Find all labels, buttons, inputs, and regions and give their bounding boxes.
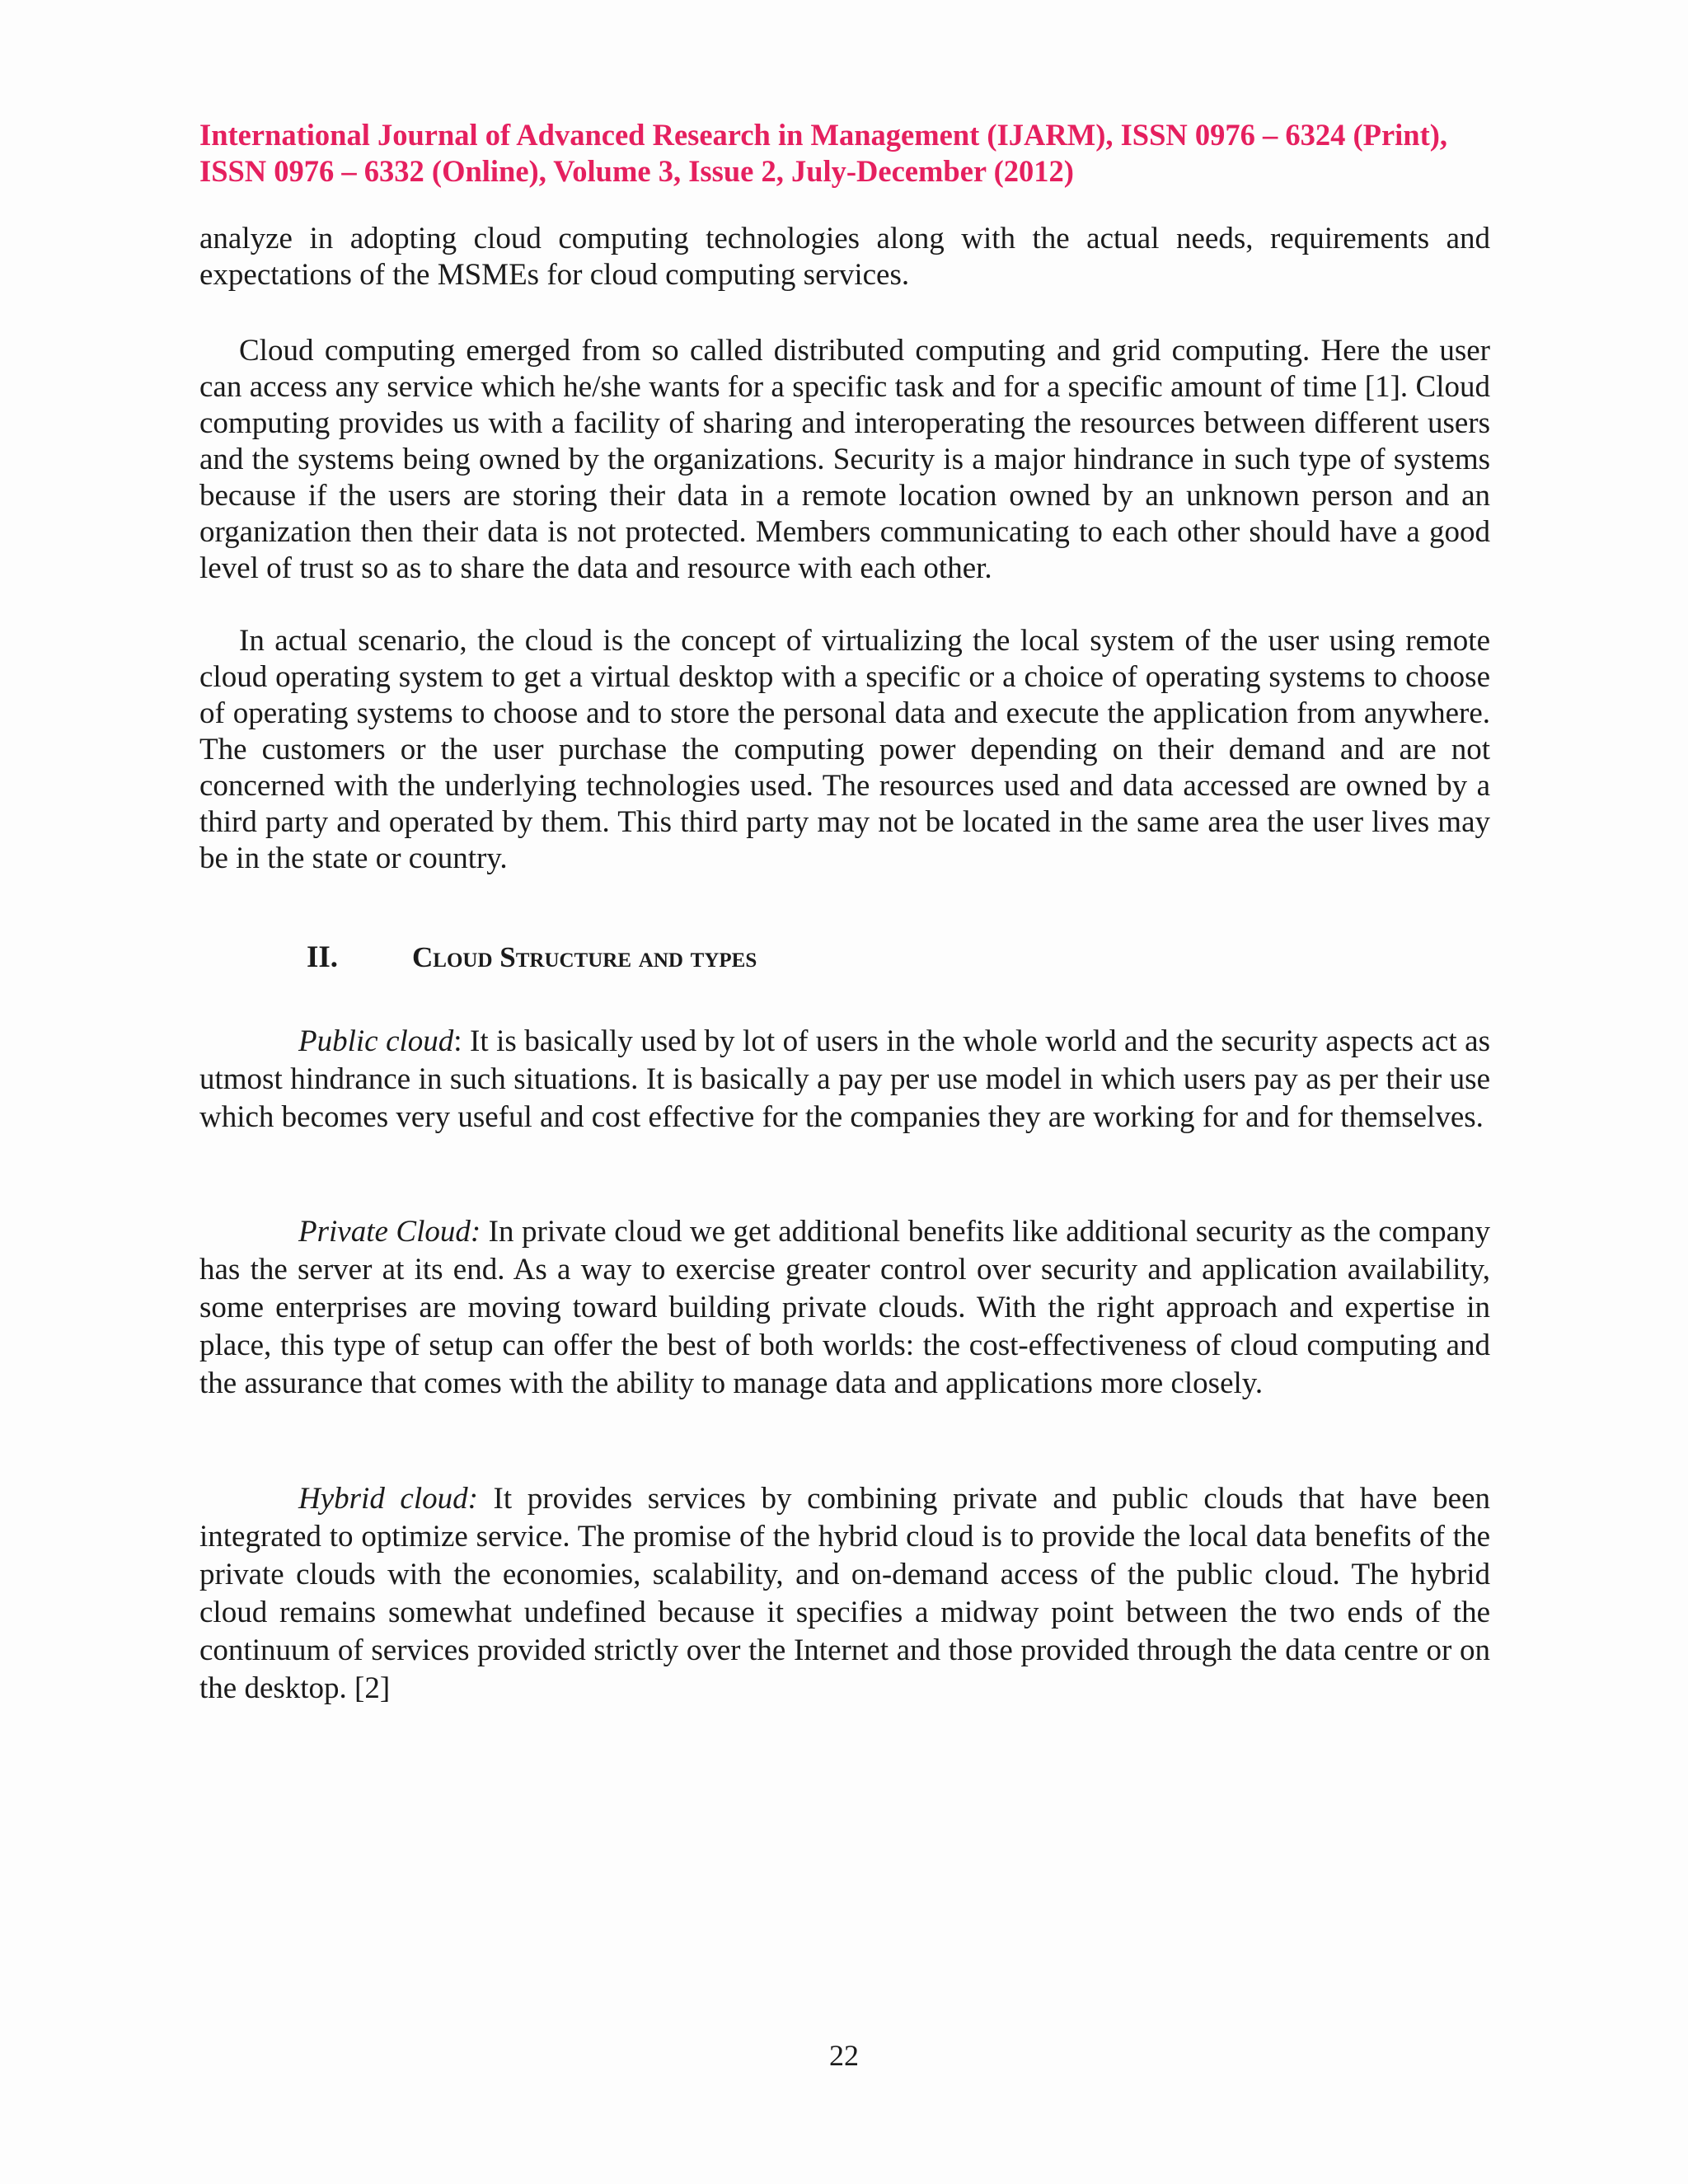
paragraph-public-cloud xyxy=(199,1023,1490,1137)
public-cloud-description: : It is basically used by lot of users in the whole world and the security aspects act as utmost hindrance in such situations. It is basically a pay per use model in which users pay as per their use which becomes very useful and cost effective for the companies they are working for and for themselves. xyxy=(199,1024,1490,1134)
term-hybrid-cloud: Hybrid cloud: xyxy=(298,1482,478,1516)
journal-header xyxy=(199,117,1490,190)
section-heading xyxy=(199,938,1490,977)
section-number: II. xyxy=(307,940,339,974)
paragraph-intro-continued: analyze in adopting cloud computing technologies along with the actual needs, requirements and expectations of the MSMEs for cloud computing services. xyxy=(199,222,1490,292)
paragraph-actual-scenario: In actual scenario, the cloud is the concept of virtualizing the local system of the user using remote cloud operating system to get a virtual desktop with a specific or a choice of operating systems to choose of operating systems to choose and to store the personal data and execute the application from anywhere. The customers or the user purchase the computing power depending on their demand and are not concerned with the underlying technologies used. The resources used and data accessed are owned by a third party and operated by them. This third party may not be located in the same area the user lives may be in the state or country. xyxy=(199,624,1490,875)
paragraph-cloud-computing-origin: Cloud computing emerged from so called distributed computing and grid computing. Here the user can access any service which he/she wants for a specific task and for a specific amount of time [1]. Cloud computing provides us with a facility of sharing and interoperating the resources between different users and the systems being owned by the organizations. Security is a major hindrance in such type of systems because if the users are storing their data in a remote location owned by an unknown person and an organization then their data is not protected. Members communicating to each other should have a good level of trust so as to share the data and resource with each other. xyxy=(199,334,1490,585)
paragraph-private-cloud xyxy=(199,1213,1490,1403)
private-cloud-description: In private cloud we get additional benefits like additional security as the company has the server at its end. As a way to exercise greater control over security and application availability, some enterprises are moving toward building private clouds. With the right approach and expertise in place, this type of setup can offer the best of both worlds: the cost-effectiveness of cloud computing and the assurance that comes with the ability to manage data and applications more closely. xyxy=(199,1215,1491,1400)
section-title: Cloud Structure and types xyxy=(412,941,757,973)
page-number: 22 xyxy=(829,2039,859,2072)
term-private-cloud: Private Cloud: xyxy=(298,1215,481,1249)
hybrid-cloud-description: It provides services by combining private and public clouds that have been integrated to optimize service. The promise of the hybrid cloud is to provide the local data benefits of the private clouds with the economies, scalability, and on-demand access of the public cloud. The hybrid cloud remains somewhat undefined because it specifies a midway point between the two ends of the continuum of services provided strictly over the Internet and those provided through the data centre or on the desktop. [2] xyxy=(199,1482,1490,1705)
journal-header-line-2: ISSN 0976 – 6332 (Online), Volume 3, Issue 2, July-December (2012) xyxy=(199,154,1074,188)
term-public-cloud: Public cloud xyxy=(298,1024,454,1058)
paragraph-hybrid-cloud xyxy=(199,1480,1490,1708)
journal-header-line-1: International Journal of Advanced Research in Management (IJARM), ISSN 0976 – 6324 (Print), xyxy=(199,118,1448,152)
